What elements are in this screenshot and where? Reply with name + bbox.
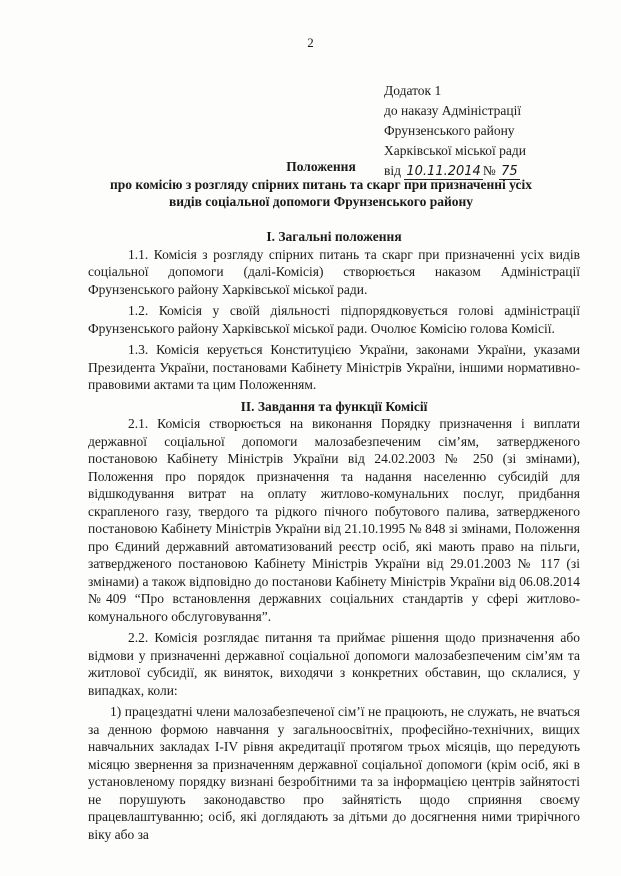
title-heading: Положення	[286, 159, 356, 174]
title-line-2: про комісію з розгляду спірних питань та скарг при призначенні усіх	[109, 176, 533, 192]
paragraph-1-3: 1.3. Комісія керується Конституцією України, законами України, указами Президента України, постановами Кабінету Міністрів України, іншими нормативно-правовими актами та цим Положенням.	[88, 342, 580, 392]
number-prefix: №	[482, 163, 496, 178]
addendum-line-1: Додаток 1	[384, 83, 442, 98]
paragraph-2-1: 2.1. Комісія створюється на виконання Порядку призначення і виплати державної соціальної допомоги малозабезпеченим сім’ям, затвердженого постановою Кабінету Міністрів України від 24.02.2003 № 250 (зі змінами), Положення про порядок призначення та надання населенню субсидій для відшкодування витрат на оплату житлово-комунальних послуг, придбання скрапленого газу, твердого та рідкого пічного побутового палива, затвердженого постановою Кабінету Міністрів України від 21.10.1995 № 848 зі змінами, Положення про Єдиний державний автоматизований реєстр осіб, які мають право на пільги, затвердженого постановою Кабінету Міністрів України від 29.01.2003 № 117 (зі змінами) а також відповідно до постанови Кабінету Міністрів України від 06.08.2014 №409 “Про встановлення державних соціальних стандартів у сфері житлово-комунального обслуговування”.	[88, 416, 580, 624]
title-line-3: видів соціальної допомоги Фрунзенського району	[168, 194, 474, 209]
paragraph-2-2: 2.2. Комісія розглядає питання та приймає рішення щодо призначення або відмови у призначенні державної соціальної допомоги малозабезпеченим сім’ям та житлової субсидії, як виняток, виходячи з конкретних обставин, що склалися, у випадках, коли:	[88, 630, 580, 698]
handwritten-date: 10.11.2014	[406, 164, 481, 179]
addendum-line-4: Харківської міської ради	[384, 143, 527, 158]
document-title	[62, 158, 580, 211]
section-1-heading: І. Загальні положення	[266, 229, 402, 244]
document-body	[88, 228, 580, 843]
paragraph-1-2: 1.2. Комісія у своїй діяльності підпорядковується голові адміністрації Фрунзенського району Харківської міської ради. Очолює Комісію голова Комісії.	[88, 303, 580, 336]
addendum-line-2: до наказу Адміністрації	[384, 103, 522, 118]
paragraph-2-2-item-1: 1) працездатні члени малозабезпеченої сім’ї не працюють, не служать, не вчаться за денною формою навчання у загальноосвітніх, професійно-технічних, вищих навчальних закладах І-ІV рівня акредитації протягом трьох місяців, що передують місяцю звернення за призначенням державної соціальної допомоги (крім осіб, які в установленому порядку визнані безробітними та за інформацією центрів зайнятості не порушують законодавство про зайнятість щодо сприяння своєму працевлаштуванню; осіб, які доглядають за дітьми до досягнення ними трирічного віку або за	[88, 704, 580, 842]
handwritten-number: 75	[501, 164, 518, 179]
section-2-heading: ІІ. Завдання та функції Комісії	[240, 398, 428, 414]
page-number: 2	[307, 35, 314, 50]
addendum-line-3: Фрунзенського району	[384, 123, 515, 138]
date-prefix: від	[384, 163, 401, 178]
paragraph-1-1: 1.1. Комісія з розгляду спірних питань та скарг при призначенні усіх видів соціальної допомоги (далі-Комісія) створюється наказом Адміністрації Фрунзенського району Харківської міської ради.	[88, 246, 580, 297]
